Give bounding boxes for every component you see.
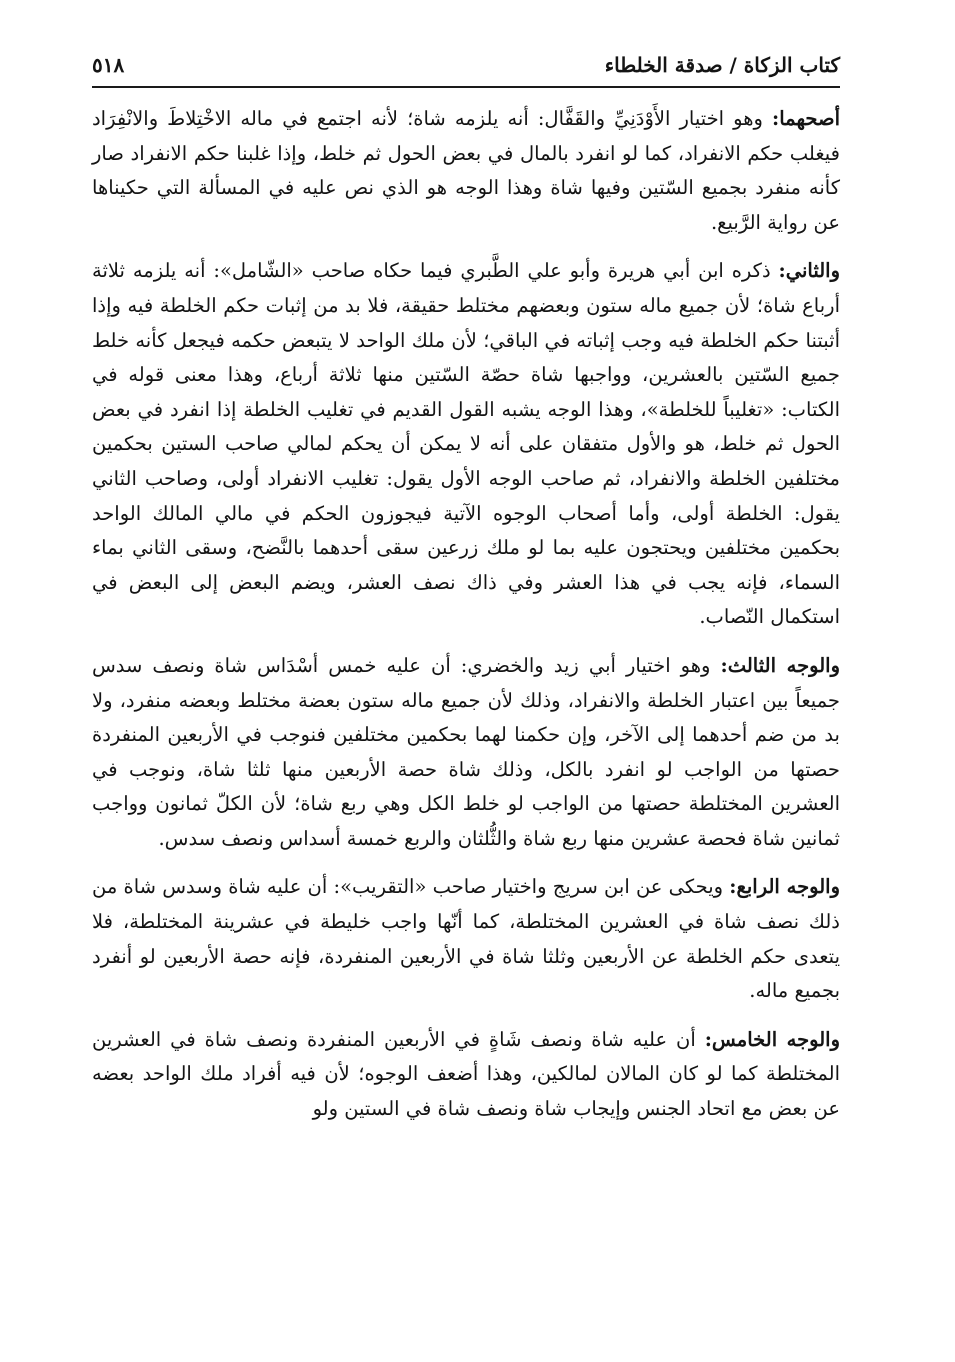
paragraph-text: وهو اختيار الأَوْدَنِيِّ والقَفَّال: أنه يلزمه شاة؛ لأنه اجتمع في ماله الاخْتِلاطَ والانْفِرَاد فيغلب حكم الانفراد، كما لو انفرد بالمال في بعض الحول ثم خلط، وإذا غلبنا حكم الانفراد صار كأنه منفرد بجميع السّتين وفيها شاة وهذا الوجه هو الذي نص عليه في المسألة التي حكيناها عن رواية الرَّبيع.	[92, 107, 840, 234]
paragraph-text: أن عليه شاة ونصف شَاةٍ في الأربعين المنفردة ونصف شاة في العشرين المختلطة كما لو كان المالان لمالكين، وهذا أضعف الوجوه؛ لأن فيه أفراد ملك الواحد بعضه عن بعض مع اتحاد الجنس وإيجاب شاة ونصف شاة في الستين ولو	[92, 1027, 840, 1121]
paragraph-fifth-view	[92, 1023, 840, 1127]
header-title: كتاب الزكاة / صدقة الخلطاء	[604, 53, 840, 77]
header-rule	[92, 86, 840, 88]
paragraph-second-view	[92, 254, 840, 635]
paragraph-text: ذكره ابن أبي هريرة وأبو علي الطَّبري فيما حكاه صاحب «الشّامل»: أنه يلزمه ثلاثة أرباع شاة؛ لأن جميع ماله ستون وبعضهم مختلط حقيقة، فلا بد من إثبات حكم الخلطة فيه وإذا أثبتنا حكم الخلطة فيه وجب إثباته في الباقي؛ لأن ملك الواحد لا يتبعض حكمه فيجعل كأنه خلط جميع السّتين بالعشرين، وواجبها شاة حصّة السّتين منها ثلاثة أرباع، وهذا معنى قوله في الكتاب: «تغليباً للخلطة»، وهذا الوجه يشبه القول القديم في تغليب الخلطة إذا انفرد في بعض الحول ثم خلط، هو والأول متفقان على أنه لا يمكن أن يحكم لمالي صاحب الستين بحكمين مختلفين الخلطة والانفراد، ثم صاحب الوجه الأول يقول: تغليب الانفراد أولى، وصاحب الثاني يقول: الخلطة أولى، وأما أصحاب الوجوه الآتية فيجوزون الحكم في مالي المالك الواحد بحكمين مختلفين ويحتجون عليه بما لو ملك زرعين سقى أحدهما بالنَّضح، وسقى الثاني بماء السماء، فإنه يجب في هذا العشر وفي ذاك نصف العشر، ويضم البعض إلى البعض في استكمال النّصاب.	[92, 259, 840, 629]
paragraph-lead: والوجه الخامس:	[704, 1027, 840, 1051]
running-header	[92, 44, 840, 86]
paragraph-third-view	[92, 649, 840, 857]
paragraph-text: وهو اختيار أبي زيد والخضري: أن عليه خمس أسْدَاس شاة ونصف سدس جميعاً بين اعتبار الخلطة والانفراد، وذلك لأن جميع ماله ستون بعضة مختلط وبعضه منفرد، ولا بد من ضم أحدهما إلى الآخر، وإن حكمنا لهما بحكمين مختلفين فنوجب في الأربعين المنفردة حصتها من الواجب لو انفرد بالكل، وذلك شاة حصة الأربعين منها ثلثا شاة، ونوجب في العشرين المختلطة حصتها من الواجب لو خلط الكل وهي ربع شاة؛ لأن الكلّ ثمانون وواجب ثمانين شاة فحصة عشرين منها ربع شاة والثُّلثان والربع خمسة أسداس ونصف سدس.	[92, 653, 840, 850]
paragraph-fourth-view	[92, 870, 840, 1008]
paragraph-lead: والثاني:	[778, 259, 840, 283]
paragraph-lead: والوجه الثالث:	[720, 653, 840, 677]
paragraph-lead: والوجه الرابع:	[729, 875, 840, 899]
paragraph-text: ويحكى عن ابن سريج واختيار صاحب «التقريب»: أن عليه شاة وسدس شاة من ذلك نصف شاة في العشرين المختلطة، كما أنّها واجب خليطة في عشرينة المختلطة، فلا يتعدى حكم الخلطة عن الأربعين وثلثا شاة في الأربعين المنفردة، فإنه حصة الأربعين لو أنفرد بجميع ماله.	[92, 875, 840, 1003]
page-number: ٥١٨	[92, 53, 125, 77]
document-page	[92, 44, 840, 1141]
paragraph-lead: أصحهما:	[772, 107, 840, 130]
paragraph-first-view	[92, 102, 840, 240]
